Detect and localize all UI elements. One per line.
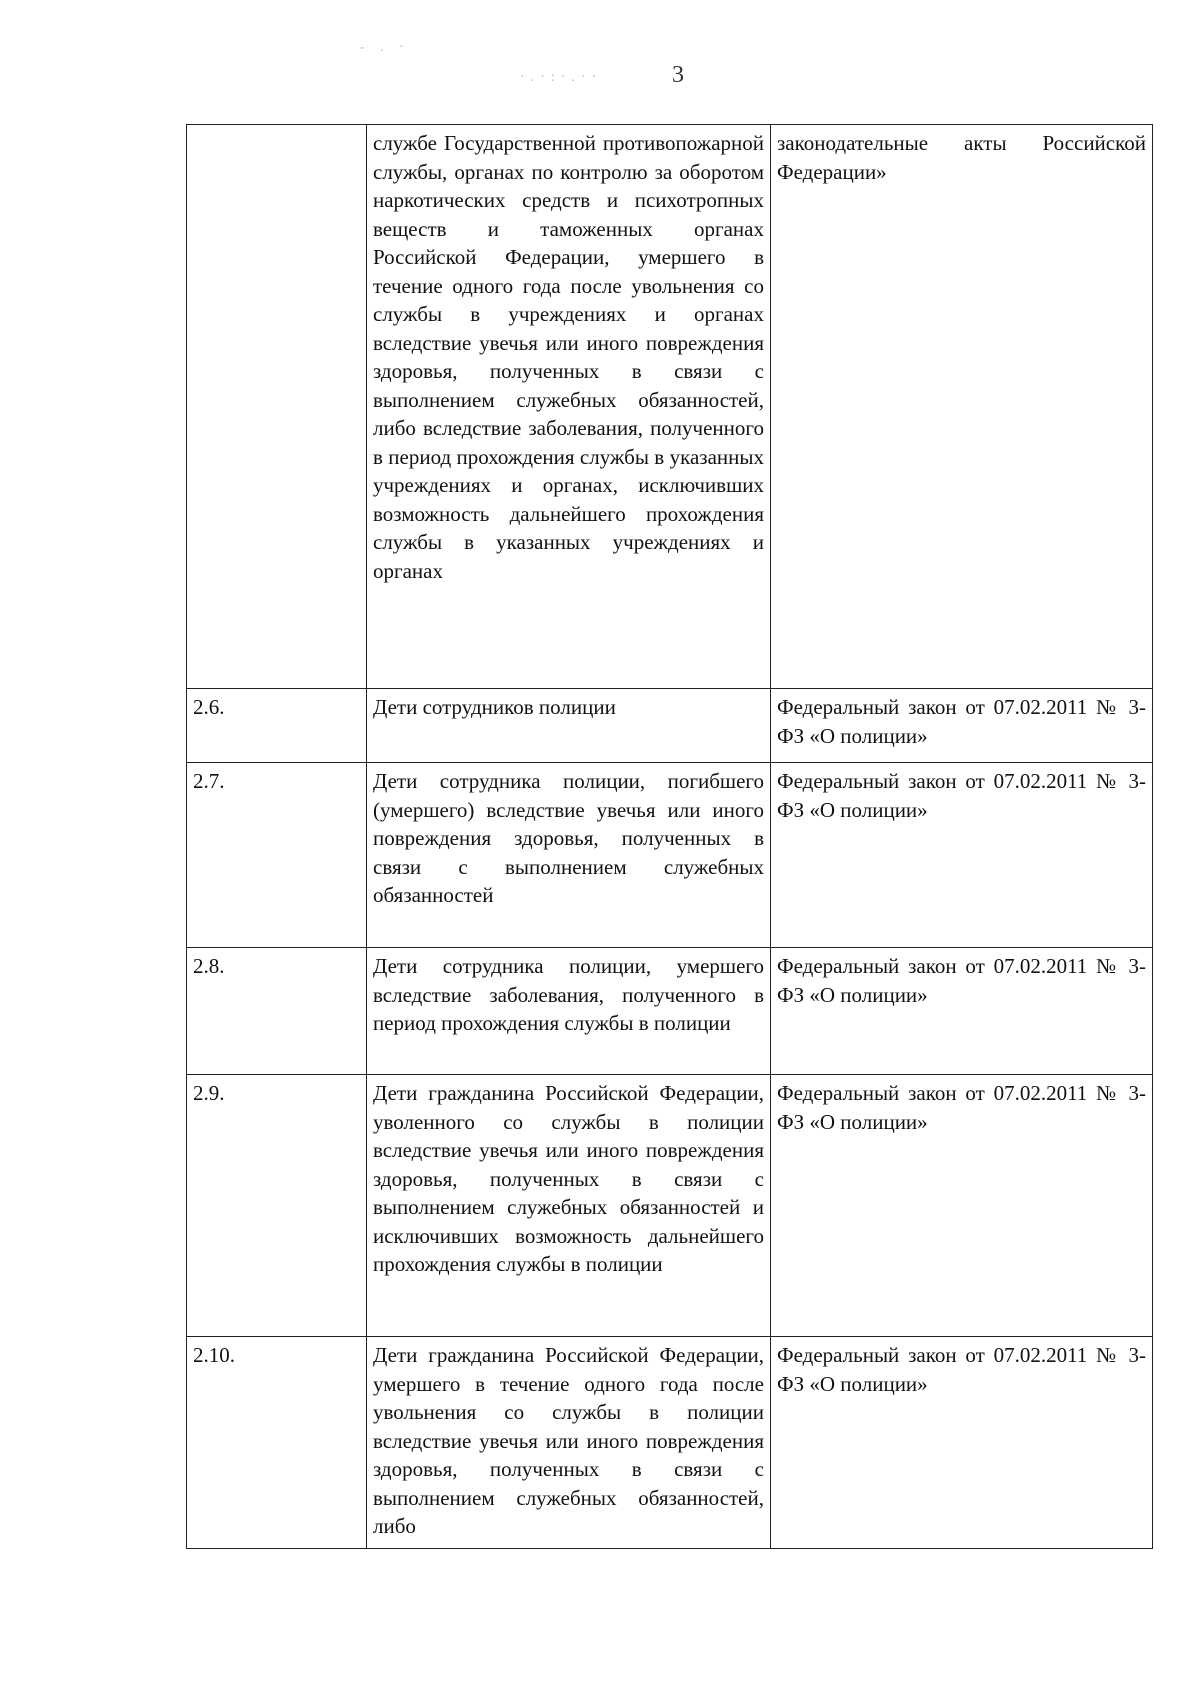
law-cell: Федеральный закон от 07.02.2011 № 3-ФЗ «О полиции»	[771, 689, 1153, 763]
row-number	[187, 125, 367, 689]
category-cell: Дети сотрудника полиции, погибшего (умершего) вследствие увечья или иного повреждения здоровья, полученных в связи с выполнением служебных обязанностей	[367, 763, 771, 948]
table-row	[187, 1075, 1153, 1337]
table-row	[187, 763, 1153, 948]
row-number: 2.8.	[187, 948, 367, 1075]
table-row	[187, 948, 1153, 1075]
category-cell: службе Государственной противопожарной службы, органах по контролю за оборотом наркотических средств и психотропных веществ и таможенных органах Российской Федерации, умершего в течение одного года после увольнения со службы в учреждениях и органах вследствие увечья или иного повреждения здоровья, полученных в связи с выполнением служебных обязанностей, либо вследствие заболевания, полученного в период прохождения службы в указанных учреждениях и органах, исключивших возможность дальнейшего прохождения службы в указанных учреждениях и органах	[367, 125, 771, 689]
benefits-table	[186, 124, 1153, 1549]
row-number: 2.7.	[187, 763, 367, 948]
table-row	[187, 689, 1153, 763]
page-number: 3	[672, 62, 685, 88]
table-row	[187, 1337, 1153, 1549]
law-cell: Федеральный закон от 07.02.2011 № 3-ФЗ «О полиции»	[771, 1075, 1153, 1337]
law-cell: Федеральный закон от 07.02.2011 № 3-ФЗ «О полиции»	[771, 948, 1153, 1075]
scan-artifact: ·.·:·.··	[520, 70, 603, 85]
row-number: 2.6.	[187, 689, 367, 763]
row-number: 2.9.	[187, 1075, 367, 1337]
category-cell: Дети гражданина Российской Федерации, уволенного со службы в полиции вследствие увечья или иного повреждения здоровья, полученных в связи с выполнением служебных обязанностей и исключивших возможность дальнейшего прохождения службы в полиции	[367, 1075, 771, 1337]
law-cell: Федеральный закон от 07.02.2011 № 3-ФЗ «О полиции»	[771, 763, 1153, 948]
category-cell: Дети сотрудников полиции	[367, 689, 771, 763]
scan-artifact: - . ·	[360, 40, 410, 55]
law-cell: законодательные акты Российской Федерации»	[771, 125, 1153, 689]
table-row	[187, 125, 1153, 689]
row-number: 2.10.	[187, 1337, 367, 1549]
category-cell: Дети гражданина Российской Федерации, умершего в течение одного года после увольнения со службы в полиции вследствие увечья или иного повреждения здоровья, полученных в связи с выполнением служебных обязанностей, либо	[367, 1337, 771, 1549]
category-cell: Дети сотрудника полиции, умершего вследствие заболевания, полученного в период прохождения службы в полиции	[367, 948, 771, 1075]
law-cell: Федеральный закон от 07.02.2011 № 3-ФЗ «О полиции»	[771, 1337, 1153, 1549]
